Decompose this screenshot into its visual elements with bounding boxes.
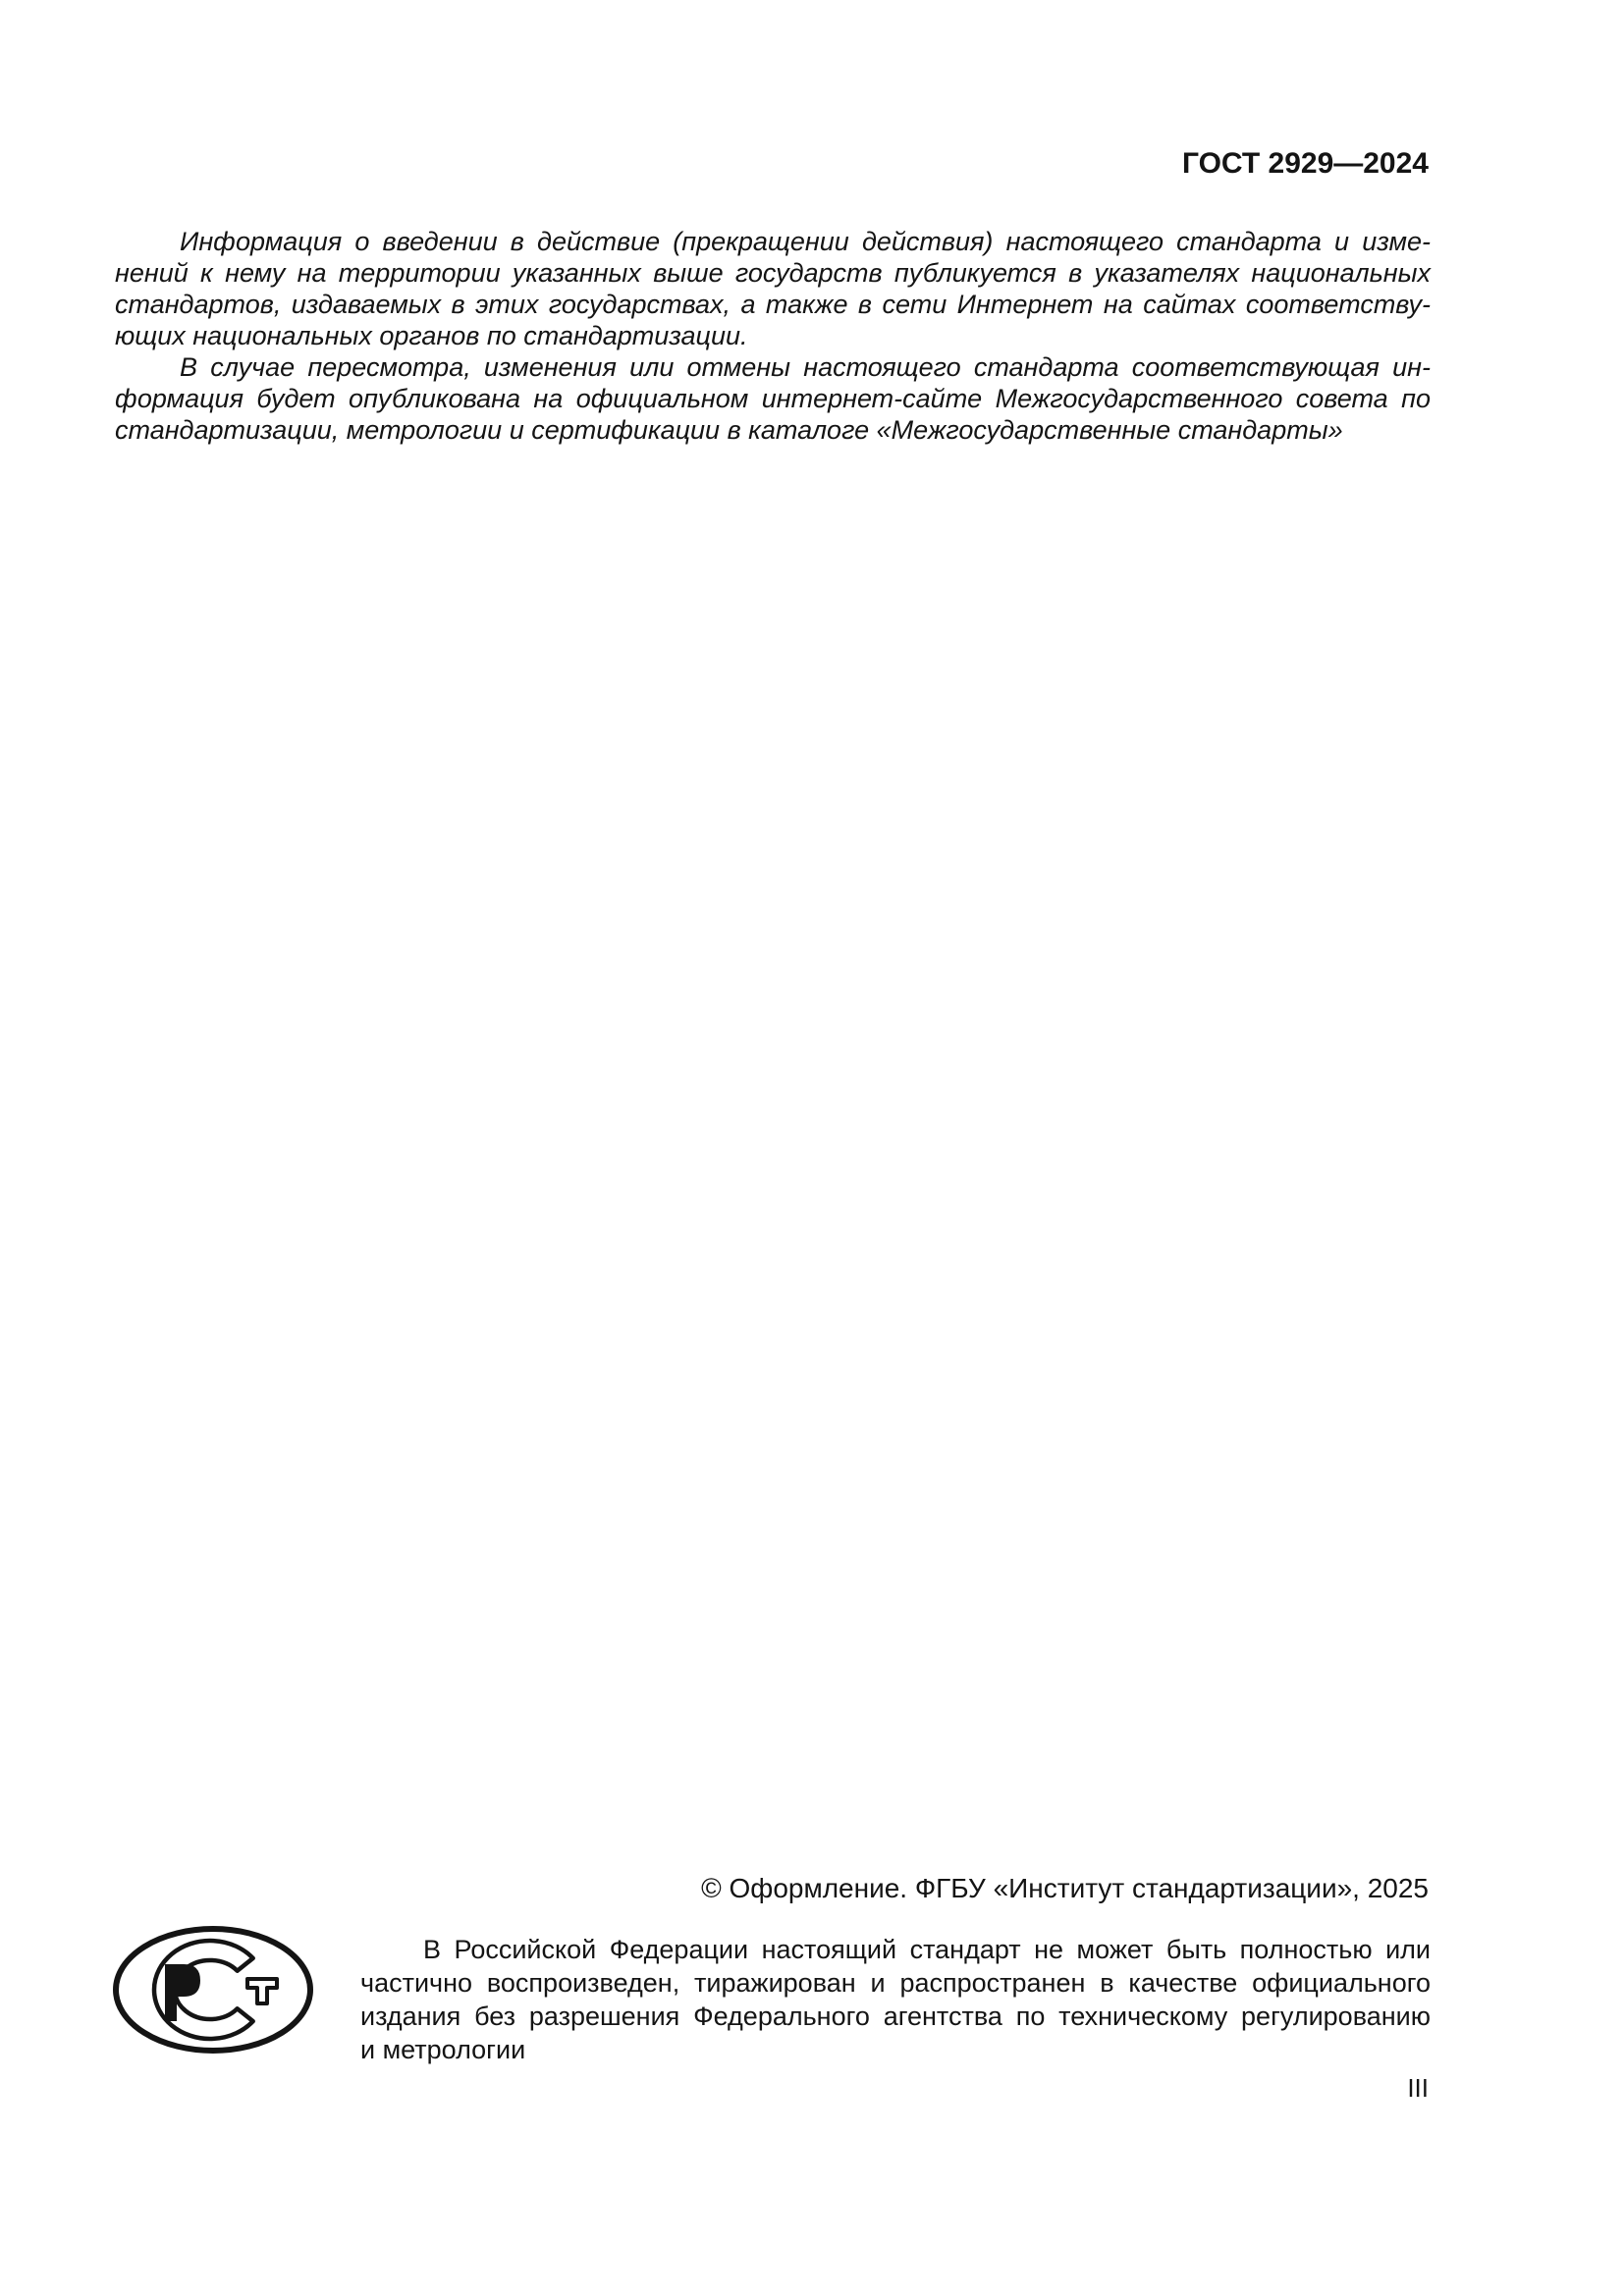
foreword-note-line: формация будет опубликована на официальном интернет-сайте Межгосударственного совета по [115, 384, 1431, 413]
foreword-note-line: ющих национальных органов по стандартизации. [115, 321, 748, 350]
reproduction-restriction-notice [360, 1933, 1431, 2066]
foreword-note-line: В случае пересмотра, изменения или отмены настоящего стандарта соответствующая ин- [180, 352, 1431, 382]
reproduction-notice-line: издания без разрешения Федерального агентства по техническому регулированию [360, 2002, 1431, 2031]
reproduction-notice-line: и метрологии [360, 2035, 526, 2064]
page-number: III [1407, 2073, 1429, 2103]
foreword-note-line: стандартизации, метрологии и сертификации в каталоге «Межгосударственные стандарты» [115, 415, 1343, 445]
doc-code: ГОСТ 2929—2024 [1181, 147, 1429, 180]
foreword-note-line: стандартов, издаваемых в этих государствах, а также в сети Интернет на сайтах соответству- [115, 290, 1431, 319]
foreword-note-line: Информация о введении в действие (прекращении действия) настоящего стандарта и изме- [180, 227, 1431, 256]
foreword-availability-note [115, 226, 1431, 446]
foreword-note-line: нений к нему на территории указанных выше государств публикуется в указателях национальных [115, 258, 1431, 288]
copyright-line: © Оформление. ФГБУ «Институт стандартизации», 2025 [701, 1873, 1429, 1903]
reproduction-notice-line: В Российской Федерации настоящий стандарт не может быть полностью или [423, 1935, 1431, 1964]
reproduction-notice-line: частично воспроизведен, тиражирован и распространен в качестве официального [360, 1968, 1431, 1998]
rosstandart-rst-logo-icon [113, 1926, 315, 2054]
